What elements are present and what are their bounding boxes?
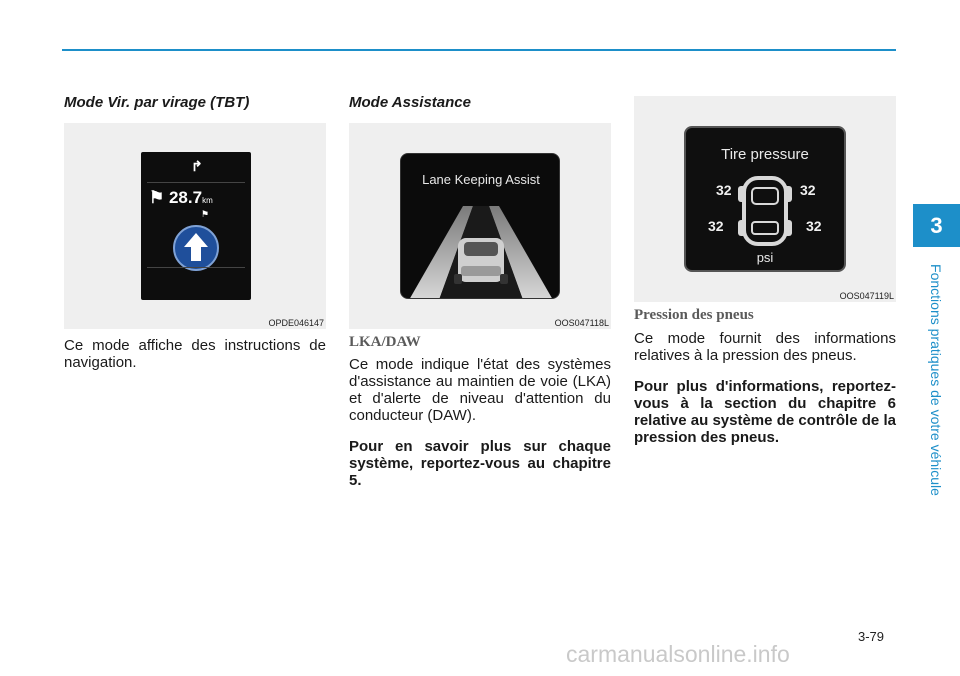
straight-arrow-icon: [175, 227, 217, 269]
figure-tbt: [64, 123, 326, 329]
figure-tire: [634, 96, 896, 302]
page-number: 3-79: [858, 629, 885, 644]
figure-code: OOS047118L: [554, 318, 609, 328]
tbt-divider: [147, 182, 245, 183]
car-icon: [454, 238, 508, 284]
paragraph-tbt: Ce mode affiche des instructions de navigation.: [64, 337, 326, 371]
tire-unit: psi: [756, 250, 774, 265]
tbt-base-line: [147, 267, 245, 268]
lka-display: [400, 153, 560, 299]
top-rule: [62, 49, 896, 51]
figure-lka: [349, 123, 611, 329]
figure-code: OPDE046147: [268, 318, 324, 328]
tbt-display: [141, 152, 251, 300]
chapter-tab[interactable]: 3: [913, 204, 960, 247]
section-title-tbt: Mode Vir. par virage (TBT): [64, 94, 250, 111]
tire-display: [684, 126, 846, 272]
tire-rear-left: 32: [708, 218, 724, 234]
tbt-distance-value: 28.7: [168, 188, 203, 207]
paragraph-lka-daw: Ce mode indique l'état des systèmes d'assistance au maintien de voie (LKA) et d'alerte de niveau d'attention du conducteur (DAW).: [349, 356, 611, 424]
tire-title: Tire pressure: [721, 146, 809, 163]
chapter-title: Fonctions pratiques de votre véhicule: [928, 264, 944, 496]
flag-icon: ⚑: [149, 188, 169, 207]
watermark: carmanualsonline.info: [566, 641, 790, 667]
tire-rear-right: 32: [806, 218, 822, 234]
paragraph-tire-pressure: Ce mode fournit des informations relatives à la pression des pneus.: [634, 330, 896, 364]
heading-lka-daw: LKA/DAW: [349, 334, 421, 350]
lka-title: Lane Keeping Assist: [422, 172, 540, 187]
tire-front-left: 32: [716, 182, 732, 198]
tbt-distance-unit: km: [202, 196, 213, 205]
tire-front-right: 32: [800, 182, 816, 198]
tbt-distance: [149, 188, 249, 208]
heading-tire-pressure: Pression des pneus: [634, 307, 754, 323]
turn-arrow-icon: ↱: [191, 158, 203, 174]
paragraph-lka-reference: Pour en savoir plus sur chaque système, reportez-vous au chapitre 5.: [349, 438, 611, 489]
paragraph-tire-reference: Pour plus d'informations, reportez-vous à la section du chapitre 6 relative au système de contrôle de la pression des pneus.: [634, 378, 896, 446]
figure-code: OOS047119L: [839, 291, 894, 301]
destination-flag-icon: ⚑: [201, 209, 210, 219]
car-top-view-icon: [686, 128, 844, 270]
direction-circle: [173, 225, 219, 271]
section-title-assist: Mode Assistance: [349, 94, 471, 111]
